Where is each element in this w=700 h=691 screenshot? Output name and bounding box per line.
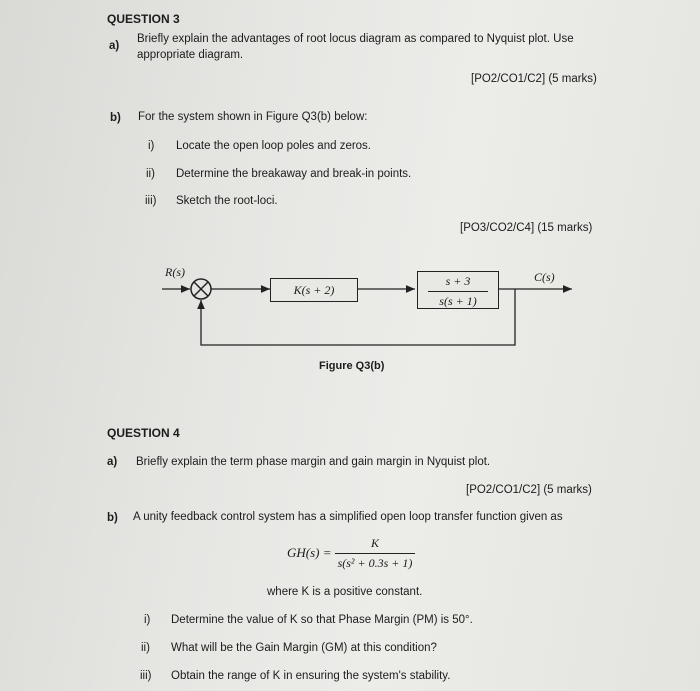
fraction-bar bbox=[428, 291, 488, 292]
q4b-label: b) bbox=[107, 512, 118, 524]
q3a-text-line2: appropriate diagram. bbox=[137, 49, 244, 61]
q3a-text-line1: Briefly explain the advantages of root locus diagram as compared to Nyquist plot. Use bbox=[137, 33, 574, 45]
q3b-item-num: iii) bbox=[145, 195, 157, 207]
question-4-title: QUESTION 4 bbox=[107, 426, 180, 440]
output-label: C(s) bbox=[534, 270, 555, 284]
q3b-intro: For the system shown in Figure Q3(b) below: bbox=[138, 111, 368, 123]
q4b-item-num: i) bbox=[144, 614, 151, 626]
q3b-marks: [PO3/CO2/C4] (15 marks) bbox=[460, 222, 593, 234]
q3b-label: b) bbox=[110, 112, 121, 124]
q4b-item-num: iii) bbox=[140, 670, 152, 682]
plant-block bbox=[417, 271, 499, 309]
q4b-item-text: Obtain the range of K in ensuring the system's stability. bbox=[171, 670, 451, 682]
q4a-marks: [PO2/CO1/C2] (5 marks) bbox=[466, 484, 592, 496]
equation-lhs: GH(s) = bbox=[287, 545, 332, 560]
q3a-marks: [PO2/CO1/C2] (5 marks) bbox=[471, 73, 597, 85]
q4b-item-text: What will be the Gain Margin (GM) at this condition? bbox=[171, 642, 437, 654]
q4b-item-num: ii) bbox=[141, 642, 150, 654]
q4a-text: Briefly explain the term phase margin and gain margin in Nyquist plot. bbox=[136, 456, 491, 468]
figure-caption: Figure Q3(b) bbox=[319, 360, 385, 372]
equation-denominator: s(s² + 0.3s + 1) bbox=[337, 556, 413, 570]
open-loop-transfer-function bbox=[335, 536, 415, 571]
summing-junction bbox=[191, 279, 211, 299]
q3b-item-text: Locate the open loop poles and zeros. bbox=[176, 140, 372, 152]
gain-block-label: K(s + 2) bbox=[293, 283, 335, 297]
q3b-item-text: Determine the breakaway and break-in points. bbox=[176, 168, 412, 180]
q4b-item-text: Determine the value of K so that Phase Margin (PM) is 50°. bbox=[171, 614, 473, 626]
q3b-item-num: i) bbox=[148, 140, 155, 152]
where-clause: where K is a positive constant. bbox=[267, 586, 423, 598]
question-3-title: QUESTION 3 bbox=[107, 12, 180, 26]
plant-numerator: s + 3 bbox=[445, 274, 471, 288]
q3b-item-num: ii) bbox=[146, 168, 155, 180]
plant-denominator: s(s + 1) bbox=[439, 294, 477, 308]
plant-transfer-function bbox=[428, 274, 488, 309]
gain-block bbox=[270, 278, 358, 302]
q3a-label: a) bbox=[109, 40, 120, 52]
q4a-label: a) bbox=[107, 456, 118, 468]
q3b-item-text: Sketch the root-loci. bbox=[176, 195, 278, 207]
input-label: R(s) bbox=[165, 265, 185, 279]
q4b-text: A unity feedback control system has a simplified open loop transfer function given as bbox=[133, 511, 563, 523]
equation-numerator: K bbox=[370, 536, 379, 550]
fraction-bar bbox=[335, 553, 415, 554]
